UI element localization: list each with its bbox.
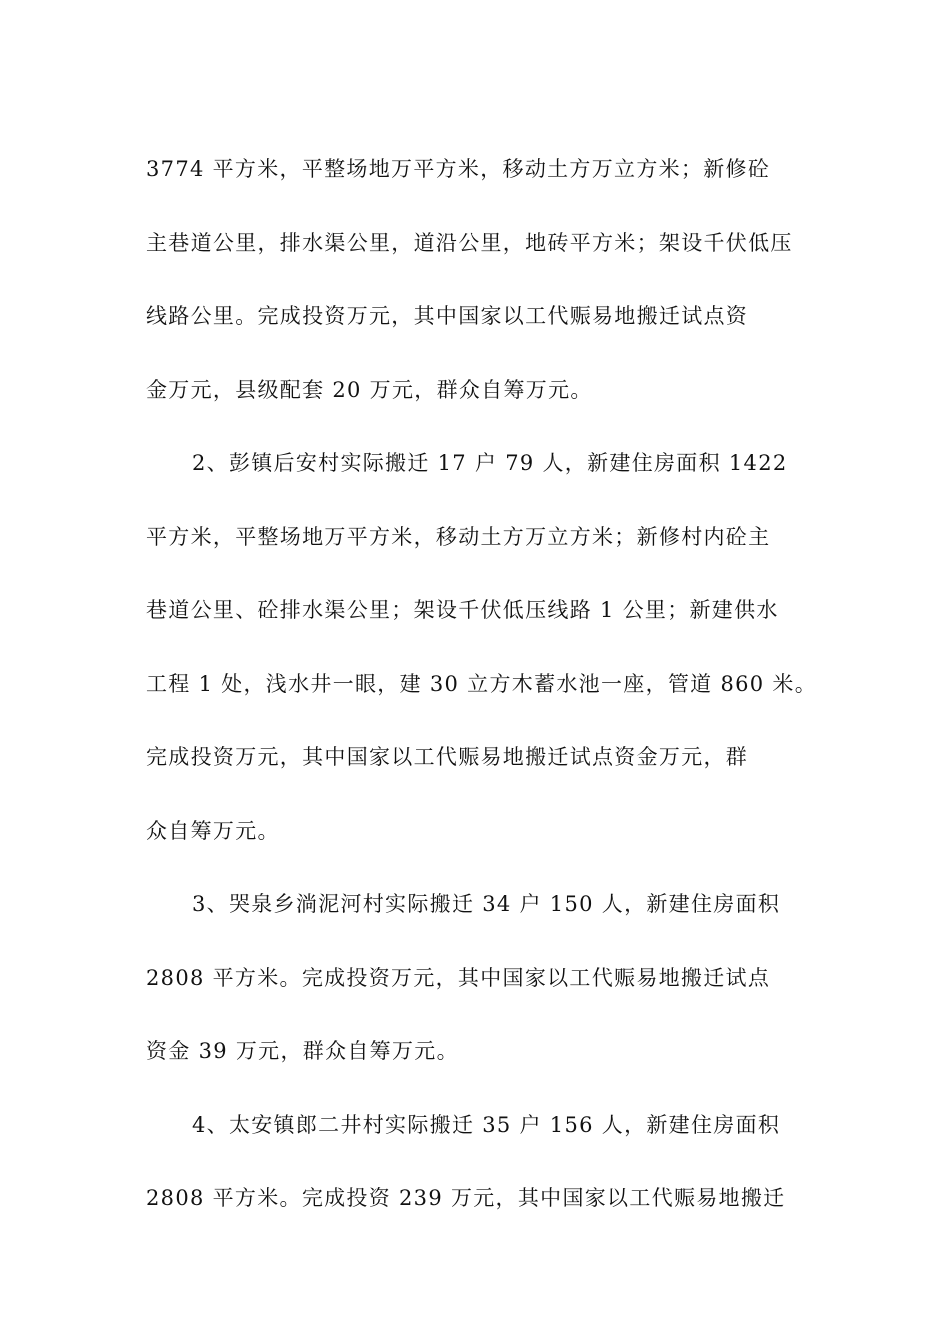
text-line: 主巷道公里，排水渠公里，道沿公里，地砖平方米；架设千伏低压 [146, 230, 793, 255]
text-line: 众自筹万元。 [146, 818, 280, 843]
paragraph-3-start: 3、哭泉乡淌泥河村实际搬迁 34 户 150 人，新建住房面积 [192, 892, 781, 916]
text-line: 2808 平方米。完成投资 239 万元，其中国家以工代赈易地搬迁 [146, 1186, 786, 1210]
text-line: 2808 平方米。完成投资万元，其中国家以工代赈易地搬迁试点 [146, 965, 771, 990]
text-line: 完成投资万元，其中国家以工代赈易地搬迁试点资金万元，群 [146, 745, 749, 769]
text-line: 资金 39 万元，群众自筹万元。 [146, 1039, 459, 1063]
text-line: 工程 1 处，浅水井一眼，建 30 立方木蓄水池一座，管道 860 米。 [146, 671, 818, 696]
text-line: 金万元，县级配套 20 万元，群众自筹万元。 [146, 377, 593, 402]
document-body [146, 133, 816, 1236]
text-line: 平方米，平整场地万平方米，移动土方万立方米；新修村内砼主 [146, 524, 771, 549]
text-line: 巷道公里、砼排水渠公里；架设千伏低压线路 1 公里；新建供水 [146, 598, 779, 622]
paragraph-4-start: 4、太安镇郎二井村实际搬迁 35 户 156 人，新建住房面积 [192, 1112, 781, 1137]
paragraph-2-start: 2、彭镇后安村实际搬迁 17 户 79 人，新建住房面积 1422 [192, 451, 788, 475]
text-line: 3774 平方米，平整场地万平方米，移动土方万立方米；新修砼 [146, 157, 771, 181]
text-line: 线路公里。完成投资万元，其中国家以工代赈易地搬迁试点资 [146, 304, 749, 328]
